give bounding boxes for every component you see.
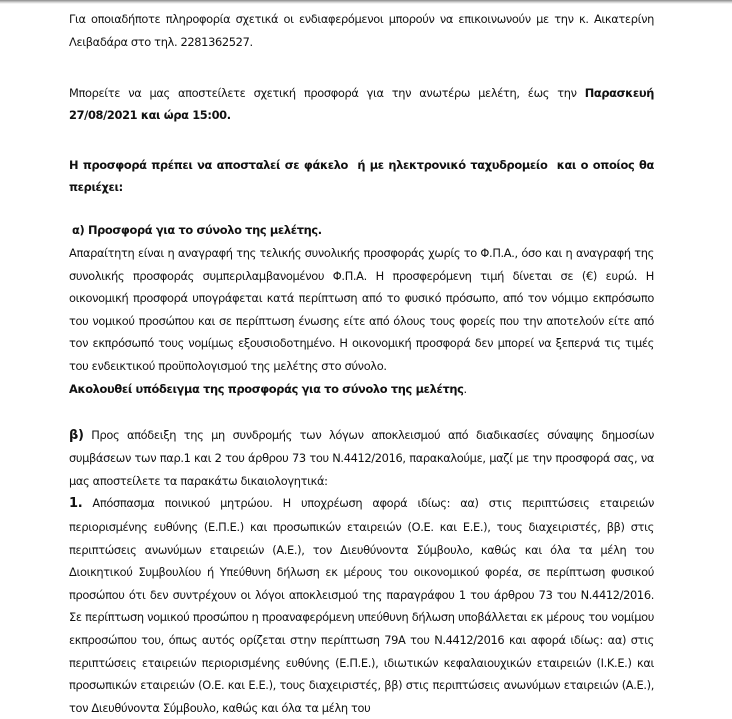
template-note-end: . bbox=[463, 381, 467, 396]
envelope-heading: Η προσφορά πρέπει να αποσταλεί σε φάκελο ή με ηλεκτρονικό ταχυδρομείο και ο οποίος θα περιέχει: bbox=[69, 157, 658, 195]
section-b-intro-text: Προς απόδειξη της μη συνδρομής των λόγων αποκλεισμού από διαδικασίες σύναψης δημοσίων συμβάσεων των παρ.1 και 2 του άρθρου 73 του Ν.4412/2016, παρακαλούμε, μαζί με την προσφορά σας, να μας αποστείλετε τα παρακάτω δικαιολογητικά: bbox=[69, 427, 654, 488]
viewer-top-shadow bbox=[0, 0, 732, 4]
section-a-body: Απαραίτητη είναι η αναγραφή της τελικής συνολικής προσφοράς χωρίς το Φ.Π.Α., όσο και η αναγραφή της συνολικής προσφοράς συμπεριλαμβανομένου Φ.Π.Α. Η προσφερόμενη τιμή δίνεται σε (€) ευρώ. Η οικονομική προσφορά υπογράφεται κατά περίπτωση από το φυσικό πρόσωπο, από τον νόμιμο εκπρόσωπο του νομικού προσώπου και σε περίπτωση ένωσης είτε από όλους τους φορείς που την αποτελούν είτε από τον εκπρόσωπό τους νομίμως εξουσιοδοτημένο. Η οικονομική προσφορά δεν μπορεί να ξεπερνά τις τιμές του ενδεικτικού προϋπολογισμού της μελέτης στο σύνολο. bbox=[69, 245, 654, 373]
section-b-intro bbox=[69, 424, 654, 493]
spacer bbox=[69, 53, 654, 76]
section-a-template-note bbox=[69, 378, 654, 401]
deadline-date: Παρασκευή 27/08/2021 και ώρα 15:00. bbox=[69, 85, 654, 123]
section-b-label: β) bbox=[69, 427, 84, 443]
template-note-text: Ακολουθεί υπόδειγμα της προσφοράς για το σύνολο της μελέτης bbox=[69, 381, 464, 396]
section-a-heading: α) Προσφορά για το σύνολο της μελέτης. bbox=[72, 223, 322, 238]
deadline-paragraph bbox=[69, 82, 654, 127]
deadline-text: Μπορείτε να μας αποστείλετε σχετική προσφορά για την ανωτέρω μελέτη, έως την bbox=[69, 85, 585, 100]
spacer bbox=[69, 400, 654, 423]
contact-paragraph: Για οποιαδήποτε πληροφορία σχετικά οι ενδιαφερόμενοι μπορούν να επικοινωνούν με την κ. Αικατερίνη Λειβαδάρα στο τηλ. 2281362527. bbox=[69, 12, 654, 49]
document-page bbox=[69, 8, 658, 719]
spacer bbox=[69, 199, 654, 222]
section-b-item-1 bbox=[69, 492, 654, 719]
spacer bbox=[69, 127, 654, 150]
item-text: Απόσπασμα ποινικού μητρώου. Η υποχρέωση αφορά ιδίως: αα) στις περιπτώσεις εταιρειών περιορισμένης ευθύνης (Ε.Π.Ε.) και προσωπικών εταιρειών (Ο.Ε. και Ε.Ε.), τους διαχειριστές, ββ) στις περιπτώσεις ανωνύμων εταιρειών (Α.Ε.), τον Διευθύνοντα Σύμβουλο, καθώς και όλα τα μέλη του Διοικητικού Συμβουλίου ή Υπεύθυνη δήλωση εκ μέρους του οικονομικού φορέα, σε περίπτωση φυσικού προσώπου ότι δεν συντρέχουν οι λόγοι αποκλεισμού της παραγράφου 1 του άρθρου 73 του Ν.4412/2016. Σε περίπτωση νομικού προσώπου η προαναφερόμενη υπεύθυνη δήλωση υποβάλλεται εκ μέρους του νομίμου εκπροσώπου του, όπως αυτός ορίζεται στην περίπτωση 79Α του Ν.4412/2016 και αφορά ιδίως: αα) στις περιπτώσεις εταιρειών περιορισμένης ευθύνης (Ε.Π.Ε.), ιδιωτικών κεφαλαιουχικών εταιρειών (Ι.Κ.Ε.) και προσωπικών εταιρειών (Ο.Ε. και Ε.Ε.), τους διαχειριστές, ββ) στις περιπτώσεις ανωνύμων εταιρειών (Α.Ε.), τον Διευθύνοντα Σύμβουλο, καθώς και όλα τα μέλη του bbox=[69, 496, 654, 715]
item-number: 1. bbox=[69, 496, 83, 512]
